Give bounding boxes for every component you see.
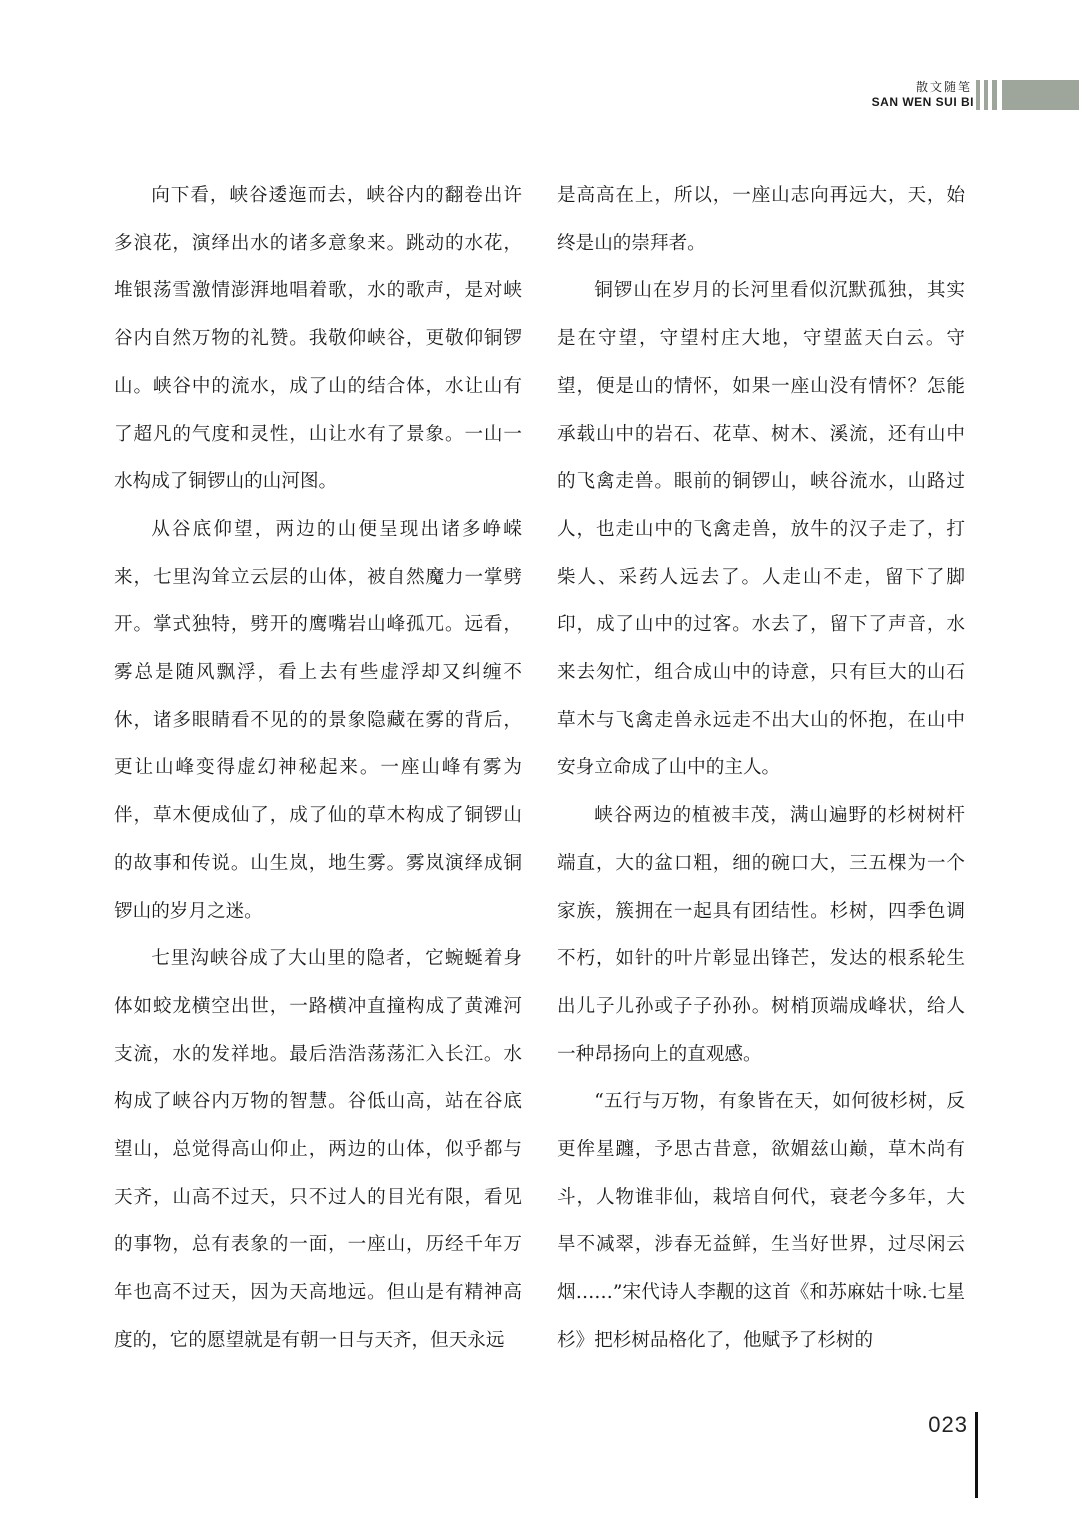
folio-rule <box>975 1412 978 1498</box>
header-bar <box>984 80 988 110</box>
header-bar <box>992 80 997 110</box>
header-decoration-bars <box>976 80 1079 110</box>
paragraph: 从谷底仰望，两边的山便呈现出诸多峥嵘来，七里沟耸立云层的山体，被自然魔力一掌劈开。掌式独特，劈开的鹰嘴岩山峰孤兀。远看，雾总是随风飘浮，看上去有些虚浮却又纠缠不休，诸多眼睛看不见的的景象隐藏在雾的背后，更让山峰变得虚幻神秘起来。一座山峰有雾为伴，草木便成仙了，成了仙的草木构成了铜锣山的故事和传说。山生岚，地生雾。雾岚演绎成铜锣山的岁月之迷。 <box>114 518 522 922</box>
header-bar <box>976 80 980 110</box>
right-column <box>557 172 965 1365</box>
header-block <box>1002 80 1079 110</box>
running-header <box>0 80 1079 110</box>
section-title: 散文随笔 <box>915 80 972 94</box>
paragraph: 峡谷两边的植被丰茂，满山遍野的杉树树杆端直，大的盆口粗，细的碗口大，三五棵为一个家族，簇拥在一起具有团结性。杉树，四季色调不朽，如针的叶片彰显出锋芒，发达的根系轮生出儿子儿孙或子子孙孙。树梢顶端成峰状，给人一种昂扬向上的直观感。 <box>557 805 965 1065</box>
paragraph-continued: 是高高在上，所以，一座山志向再远大，天，始终是山的崇拜者。 <box>557 185 965 254</box>
section-pinyin: SAN WEN SUI BI <box>871 95 974 109</box>
paragraph: “五行与万物，有象皆在天，如何彼杉树，反更侔星躔，予思古昔意，欲媚兹山巅，草木尚有斗，人物谁非仙，栽培自何代，衰老今多年，大旱不减翠，涉春无益鲜，生当好世界，过尽闲云烟……”宋代诗人李觏的这首《和苏麻姑十咏.七星杉》把杉树品格化了，他赋予了杉树的 <box>557 1091 965 1351</box>
paragraph: 七里沟峡谷成了大山里的隐者，它蜿蜒着身体如蛟龙横空出世，一路横冲直撞构成了黄滩河支流，水的发祥地。最后浩浩荡荡汇入长江。水构成了峡谷内万物的智慧。谷低山高，站在谷底望山，总觉得高山仰止，两边的山体，似乎都与天齐，山高不过天，只不过人的目光有限，看见的事物，总有表象的一面，一座山，历经千年万年也高不过天，因为天高地远。但山是有精神高度的，它的愿望就是有朝一日与天齐，但天永远 <box>114 948 522 1351</box>
paragraph: 铜锣山在岁月的长河里看似沉默孤独，其实是在守望，守望村庄大地，守望蓝天白云。守望，便是山的情怀，如果一座山没有情怀？怎能承载山中的岩石、花草、树木、溪流，还有山中的飞禽走兽。眼前的铜锣山，峡谷流水，山路过人，也走山中的飞禽走兽，放牛的汉子走了，打柴人、采药人远去了。人走山不走，留下了脚印，成了山中的过客。水去了，留下了声音，水来去匆忙，组合成山中的诗意，只有巨大的山石草木与飞禽走兽永远走不出大山的怀抱，在山中安身立命成了山中的主人。 <box>557 280 965 779</box>
left-column <box>114 172 522 1365</box>
paragraph: 向下看，峡谷逶迤而去，峡谷内的翻卷出许多浪花，演绎出水的诸多意象来。跳动的水花，堆银荡雪激情澎湃地唱着歌，水的歌声，是对峡谷内自然万物的礼赞。我敬仰峡谷，更敬仰铜锣山。峡谷中的流水，成了山的结合体，水让山有了超凡的气度和灵性，山让水有了景象。一山一水构成了铜锣山的山河图。 <box>114 185 522 493</box>
page-number: 023 <box>928 1412 968 1437</box>
